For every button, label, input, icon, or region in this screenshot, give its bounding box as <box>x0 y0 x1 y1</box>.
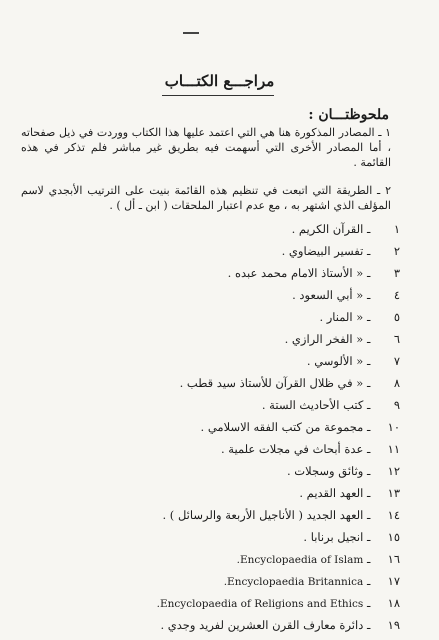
reference-item: ١ ـ القرآن الكريم . <box>291 222 400 236</box>
reference-item: ٨ ـ « في ظلال القرآن للأستاذ سيد قطب . <box>179 376 400 390</box>
reference-item: ١٣ ـ العهد القديم . <box>299 486 400 500</box>
reference-item: ١١ ـ عدة أبحاث في مجلات علمية . <box>221 442 400 456</box>
title-underline <box>162 95 274 96</box>
reference-item: ١٩ ـ دائرة معارف القرن العشرين لفريد وجدي . <box>160 618 400 632</box>
reference-item: ١٠ ـ مجموعة من كتب الفقه الاسلامي . <box>200 420 400 434</box>
reference-item: ٥ ـ « المنار . <box>319 310 400 324</box>
reference-item: ٣ ـ « الأستاذ الامام محمد عبده . <box>227 266 400 280</box>
reference-item: ١٦ ـ Encyclopaedia of Islam. <box>236 552 400 566</box>
reference-item: ٤ ـ « أبي السعود . <box>292 288 400 302</box>
reference-item: ٢ ـ تفسير البيضاوي . <box>281 244 400 258</box>
reference-item: ١٢ ـ وثائق وسجلات . <box>287 464 400 478</box>
page-title: مراجـــع الكتـــاب <box>164 72 275 90</box>
reference-item: ١٨ ـ Encyclopaedia of Religions and Ethics. <box>156 596 400 610</box>
reference-item: ١٧ ـ Encyclopaedia Britannica. <box>223 574 400 588</box>
note-paragraph-2: ٢ ـ الطريقة التي اتبعت في تنظيم هذه القائمة بنيت على الترتيب الأبجدي لاسم المؤلف الذي اشتهر به ، مع عدم اعتبار الملحقات ( ابن ـ أل ) . <box>21 184 391 212</box>
note-paragraph-1: ١ ـ المصادر المذكورة هنا هي التي اعتمد عليها هذا الكتاب ووردت في ذيل صفحاته ، أما المصادر الأخرى التي أسهمت فيه بطريق غير مباشر فلم تذكر في هذه القائمة . <box>21 126 391 169</box>
reference-item: ١٥ ـ انجيل برنابا . <box>303 530 400 544</box>
section-heading: ملحوظتـــان : <box>308 107 389 123</box>
reference-item: ٦ ـ « الفخر الرازي . <box>284 332 400 346</box>
reference-item: ١٤ ـ العهد الجديد ( الأناجيل الأربعة والرسائل ) . <box>162 508 400 522</box>
reference-item: ٩ ـ كتب الأحاديث الستة . <box>261 398 400 412</box>
header-dash <box>183 32 199 34</box>
reference-item: ٧ ـ « الألوسي . <box>306 354 400 368</box>
